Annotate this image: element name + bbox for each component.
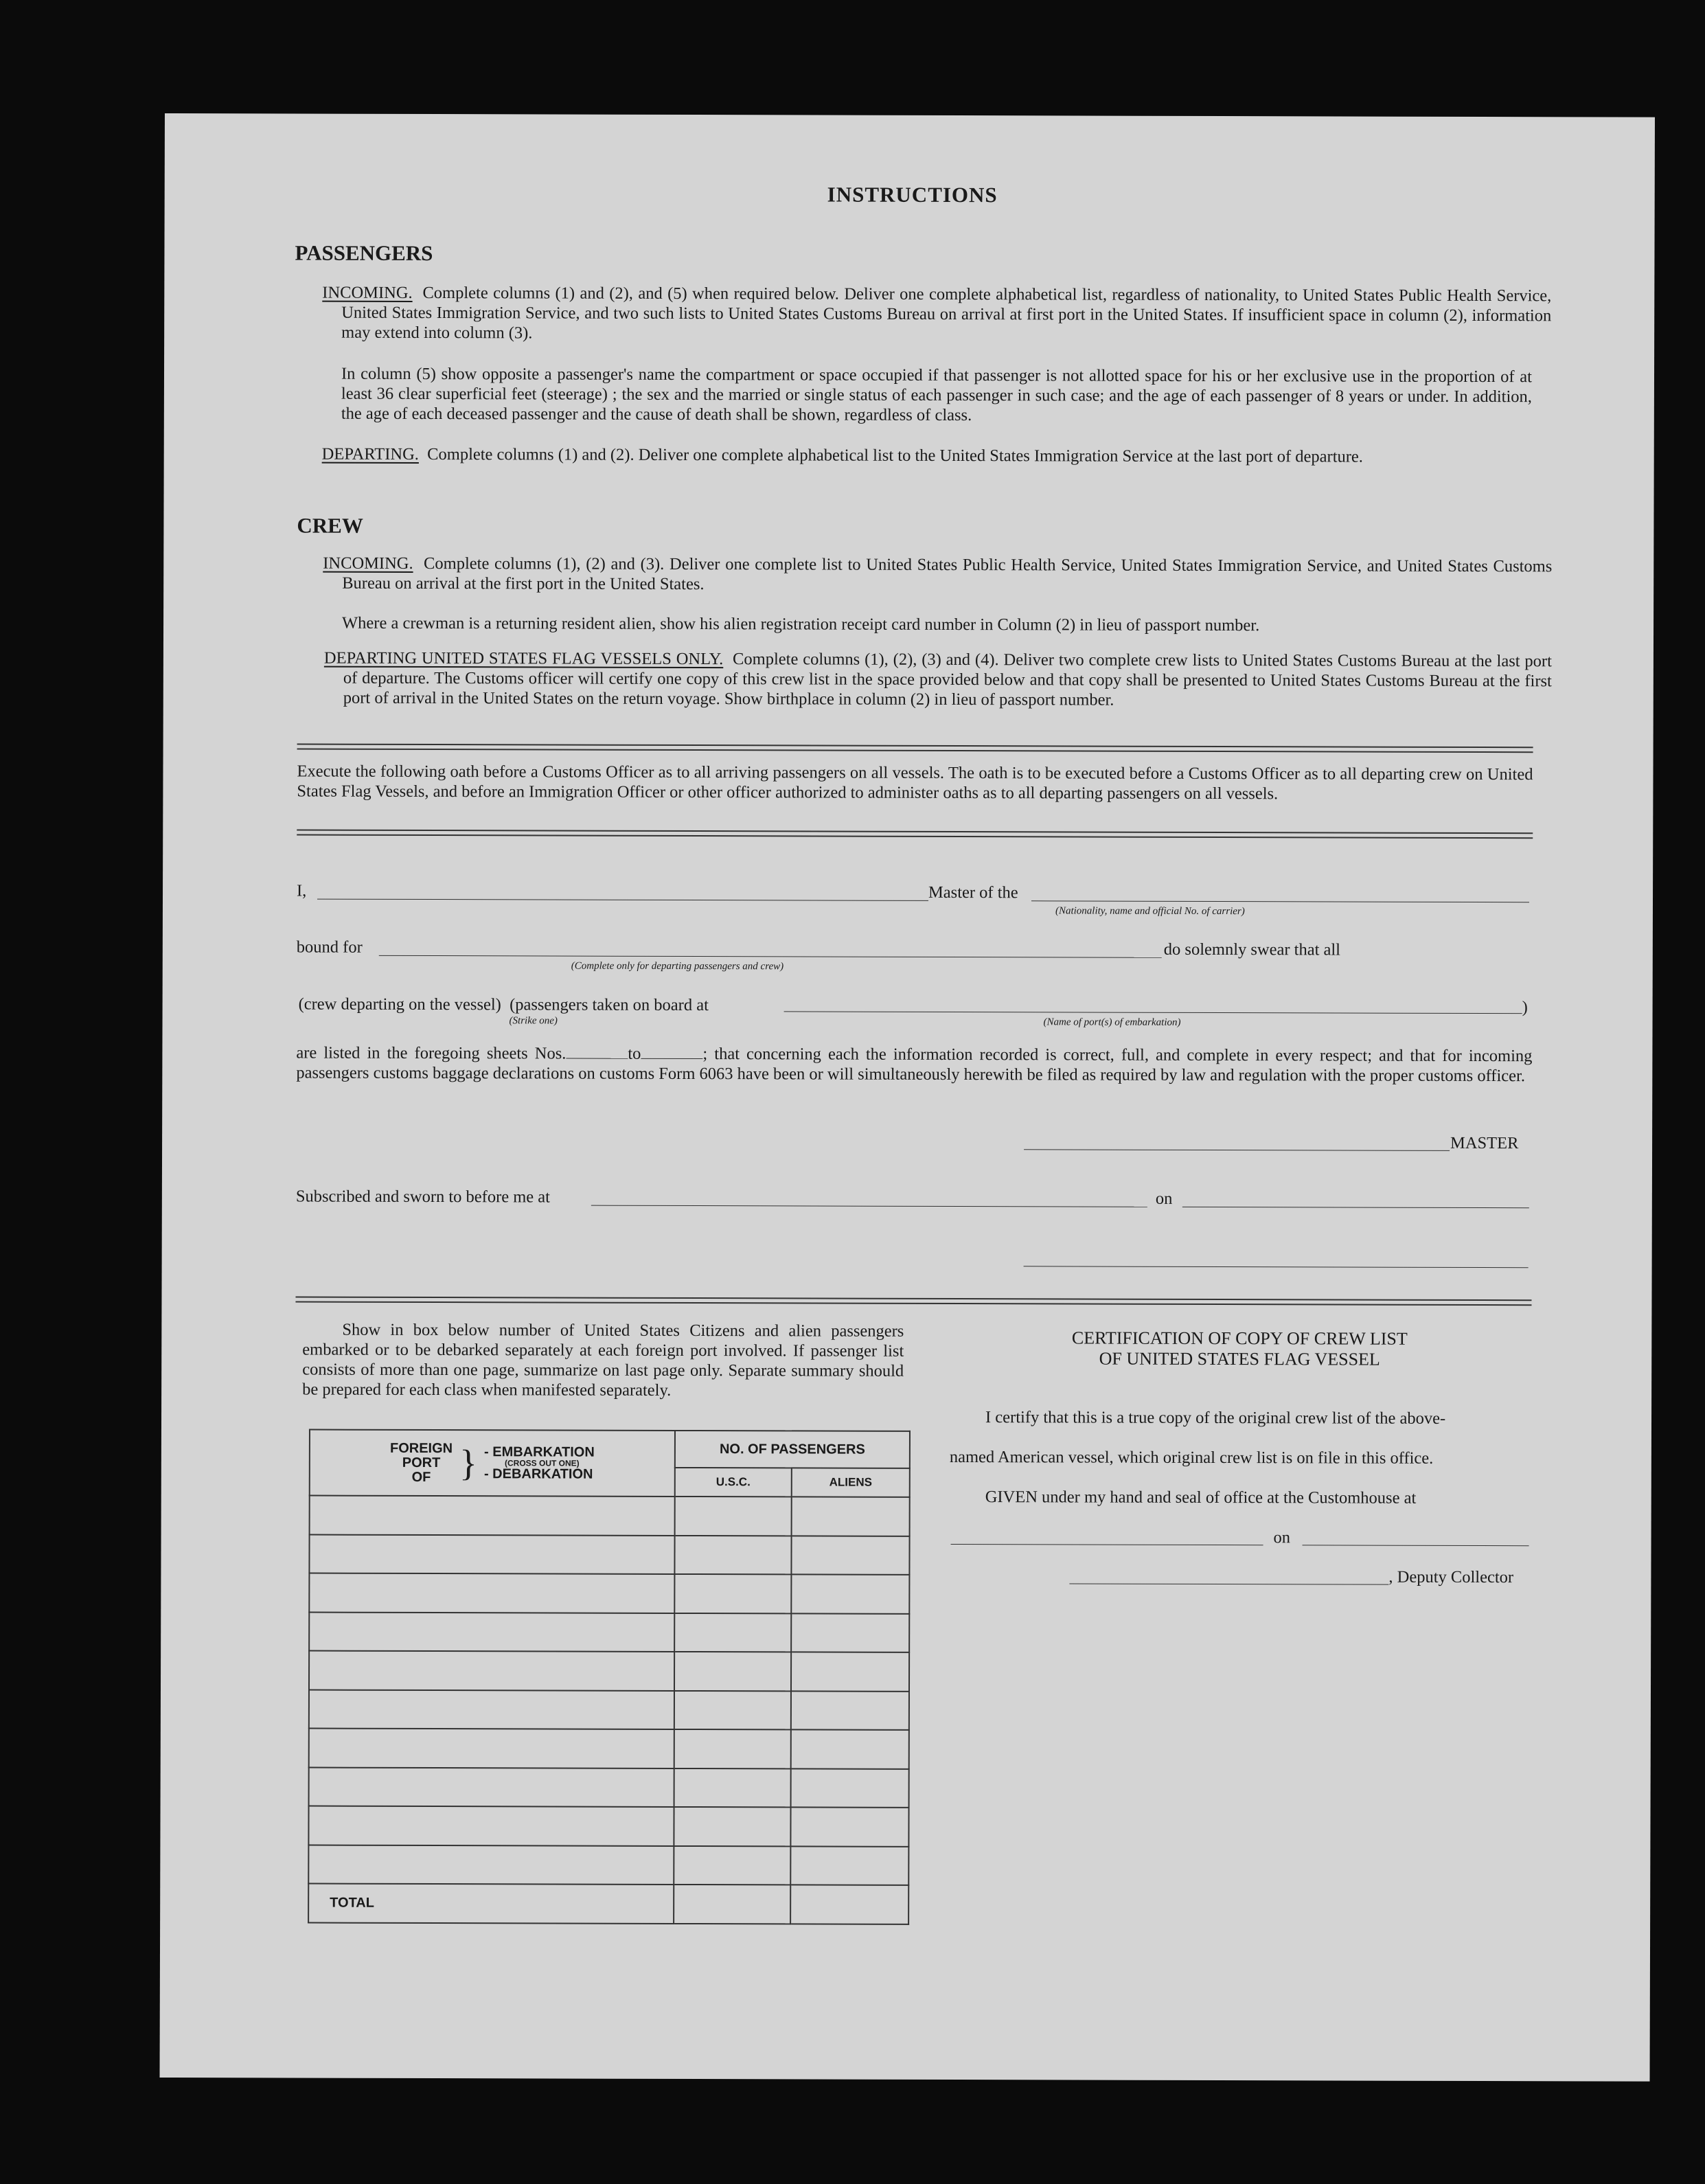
port-cell[interactable] bbox=[309, 1729, 674, 1768]
passengers-incoming-label: INCOMING. bbox=[322, 283, 413, 302]
swear-label: do solemnly swear that all bbox=[1163, 940, 1341, 959]
certify-line2: named American vessel, which original crew list is on file in this office. bbox=[949, 1447, 1434, 1468]
table-row bbox=[308, 1806, 908, 1847]
summary-text: Show in box below number of United States Citizens and alien passengers embarked or to be debarked separately at each foreign port involved. If passenger list consists of more than one page, summarize on last page only. Separate summary should be prepared for each class when manifested separately. bbox=[302, 1320, 904, 1400]
table-row bbox=[309, 1767, 909, 1808]
usc-cell[interactable] bbox=[674, 1613, 791, 1652]
embark-debark-header bbox=[484, 1445, 595, 1481]
crew-departing-text: Complete columns (1), (2), (3) and (4). Deliver two complete crew lists to United States Customs Bureau at the last port of departure. The Customs officer will certify one copy of this crew list in the space provided below and that copy shall be presented to United States Customs Bureau at the first port of arrival in the United States on the return voyage. Show birthplace in column (2) in lieu of passport number. bbox=[343, 650, 1552, 709]
passengers-departing-text: Complete columns (1) and (2). Deliver one complete alphabetical list to the United States Immigration Service at the last port of departure. bbox=[427, 445, 1363, 466]
aliens-cell[interactable] bbox=[791, 1691, 909, 1730]
sheet-from-field[interactable] bbox=[566, 1046, 628, 1059]
aliens-cell[interactable] bbox=[791, 1536, 909, 1575]
debarkation-option[interactable]: - DEBARKATION bbox=[483, 1466, 593, 1482]
listed-paragraph bbox=[296, 1043, 1532, 1087]
table-row bbox=[309, 1573, 909, 1614]
sheet-to-field[interactable] bbox=[641, 1046, 702, 1059]
usc-cell[interactable] bbox=[674, 1768, 791, 1807]
aliens-cell[interactable] bbox=[791, 1574, 909, 1613]
total-label: TOTAL bbox=[308, 1884, 674, 1924]
port-cell[interactable] bbox=[309, 1690, 674, 1729]
master-signature-field[interactable] bbox=[1024, 1149, 1450, 1151]
passengers-count-header: NO. OF PASSENGERS bbox=[675, 1431, 910, 1468]
usc-cell[interactable] bbox=[674, 1845, 790, 1885]
aliens-total-cell[interactable] bbox=[790, 1885, 908, 1924]
divider bbox=[297, 744, 1533, 753]
certify-line1: I certify that this is a true copy of the original crew list of the above- bbox=[985, 1408, 1446, 1428]
crew-incoming-label: INCOMING. bbox=[323, 554, 413, 573]
usc-header: U.S.C. bbox=[675, 1468, 792, 1497]
table-row bbox=[310, 1496, 910, 1536]
bound-for-caption: (Complete only for departing passengers and crew) bbox=[571, 960, 784, 972]
usc-cell[interactable] bbox=[675, 1497, 792, 1536]
ports-table bbox=[308, 1429, 911, 1925]
port-cell[interactable] bbox=[309, 1767, 674, 1807]
of-label: OF bbox=[411, 1469, 431, 1485]
deputy-collector-label: , Deputy Collector bbox=[1388, 1567, 1514, 1587]
close-paren: ) bbox=[1522, 998, 1528, 1017]
table-row bbox=[309, 1612, 909, 1652]
certification-heading-line2: OF UNITED STATES FLAG VESSEL bbox=[1099, 1348, 1380, 1369]
crew-departing-text: (crew departing on the vessel) bbox=[298, 994, 501, 1014]
total-row bbox=[308, 1884, 908, 1924]
usc-cell[interactable] bbox=[674, 1729, 791, 1768]
table-row bbox=[309, 1729, 909, 1769]
crew-resident-text: Where a crewman is a returning resident alien, show his alien registration receipt card number in Column (2) in lieu of passport number. bbox=[342, 613, 1260, 635]
crew-incoming-paragraph bbox=[323, 554, 1552, 597]
table-row bbox=[309, 1534, 909, 1575]
master-of-label: Master of the bbox=[928, 883, 1018, 902]
certification-on-label: on bbox=[1273, 1528, 1291, 1547]
embarkation-port-field[interactable] bbox=[784, 1011, 1522, 1014]
customhouse-field[interactable] bbox=[951, 1544, 1263, 1545]
passengers-departing-paragraph bbox=[322, 444, 1551, 468]
carrier-field[interactable] bbox=[1031, 900, 1529, 902]
port-cell[interactable] bbox=[309, 1573, 674, 1613]
port-cell[interactable] bbox=[309, 1651, 674, 1691]
subscribed-date-field[interactable] bbox=[1182, 1207, 1529, 1208]
bound-for-label: bound for bbox=[296, 937, 363, 957]
usc-cell[interactable] bbox=[674, 1690, 791, 1729]
aliens-cell[interactable] bbox=[791, 1768, 909, 1808]
divider bbox=[295, 1297, 1531, 1306]
form-page bbox=[160, 113, 1655, 2082]
divider bbox=[297, 830, 1533, 839]
oath-i-label: I, bbox=[297, 881, 307, 900]
port-cell[interactable] bbox=[308, 1845, 674, 1885]
bound-for-field[interactable] bbox=[379, 955, 1162, 958]
crew-heading: CREW bbox=[297, 513, 363, 538]
port-cell[interactable] bbox=[309, 1612, 674, 1652]
oath-intro: Execute the following oath before a Customs Officer as to all arriving passengers on all vessels. The oath is to be executed before a Customs Officer as to all departing crew on United States Flag Vessels, and before an Immigration Officer or other officer authorized to administer oaths as to all departing passengers on all vessels. bbox=[297, 762, 1533, 804]
port-label: PORT bbox=[402, 1455, 441, 1470]
subscribed-label: Subscribed and sworn to before me at bbox=[295, 1187, 551, 1207]
certification-date-field[interactable] bbox=[1303, 1545, 1529, 1546]
aliens-cell[interactable] bbox=[791, 1652, 909, 1691]
aliens-cell[interactable] bbox=[790, 1807, 908, 1846]
usc-total-cell[interactable] bbox=[674, 1885, 790, 1924]
aliens-cell[interactable] bbox=[791, 1613, 909, 1652]
strike-one-caption: (Strike one) bbox=[509, 1015, 558, 1027]
aliens-cell[interactable] bbox=[791, 1729, 909, 1768]
port-cell[interactable] bbox=[308, 1806, 674, 1846]
certification-heading bbox=[951, 1328, 1528, 1370]
table-row bbox=[308, 1845, 908, 1885]
port-cell[interactable] bbox=[309, 1534, 674, 1574]
deputy-signature-field[interactable] bbox=[1069, 1583, 1388, 1584]
officer-signature-field[interactable] bbox=[1024, 1266, 1529, 1268]
foreign-port-header bbox=[390, 1441, 453, 1484]
certification-heading-line1: CERTIFICATION OF COPY OF CREW LIST bbox=[1071, 1328, 1408, 1349]
aliens-cell[interactable] bbox=[792, 1497, 910, 1536]
to-label: to bbox=[628, 1044, 641, 1063]
passengers-incoming-paragraph bbox=[322, 283, 1551, 346]
listed-start: are listed in the foregoing sheets Nos. bbox=[296, 1043, 567, 1063]
crew-departing-paragraph bbox=[324, 648, 1552, 712]
ports-header-cell bbox=[310, 1430, 675, 1497]
aliens-cell[interactable] bbox=[790, 1846, 908, 1885]
port-caption: (Name of port(s) of embarkation) bbox=[1043, 1016, 1181, 1028]
carrier-caption: (Nationality, name and official No. of carrier) bbox=[1055, 905, 1245, 918]
master-label: MASTER bbox=[1450, 1133, 1519, 1153]
given-text: GIVEN under my hand and seal of office at the Customhouse at bbox=[985, 1488, 1417, 1508]
passengers-taken-text: (passengers taken on board at bbox=[510, 995, 709, 1015]
passengers-column5-text: In column (5) show opposite a passenger's name the compartment or space occupied if that passenger is not allotted space for his or her exclusive use in the proportion of at least 36 clear superficial feet (steerage) ; the sex and the married or single status of each passenger in such case; and the age of each passenger of 8 years or under. In addition, the age of each deceased passenger and the cause of death shall be shown, regardless of class. bbox=[341, 364, 1533, 425]
page-title: INSTRUCTIONS bbox=[827, 182, 998, 207]
passengers-incoming-text: Complete columns (1) and (2), and (5) when required below. Deliver one complete alphabetical list, regardless of nationality, to United States Public Health Service, United States Immigration Service, and two such lists to United States Customs Bureau on arrival at first port in the United States. If insufficient space in column (2), information may extend into column (3). bbox=[341, 283, 1552, 343]
crew-departing-label: DEPARTING UNITED STATES FLAG VESSELS ONLY. bbox=[323, 648, 724, 669]
table-row bbox=[309, 1651, 909, 1692]
subscribed-on-label: on bbox=[1155, 1189, 1173, 1208]
port-cell[interactable] bbox=[310, 1496, 675, 1536]
cross-out-note: (CROSS OUT ONE) bbox=[504, 1458, 580, 1468]
listed-rest: ; that concerning each the information recorded is correct, full, and complete in every respect; and that for incoming passengers customs baggage declarations on customs Form 6063 have been or will simultaneously herewith be filed as required by law and regulation with the proper customs officer. bbox=[296, 1045, 1533, 1086]
usc-cell[interactable] bbox=[674, 1535, 791, 1574]
embarkation-option[interactable]: - EMBARKATION bbox=[484, 1444, 595, 1460]
usc-cell[interactable] bbox=[674, 1574, 791, 1613]
brace-icon: } bbox=[459, 1442, 478, 1484]
table-row bbox=[309, 1690, 909, 1730]
usc-cell[interactable] bbox=[674, 1807, 790, 1846]
crew-incoming-text: Complete columns (1), (2) and (3). Deliver one complete list to United States Public Health Service, United States Immigration Service, and United States Customs Bureau on arrival at the first port in the United States. bbox=[342, 554, 1553, 594]
passengers-departing-label: DEPARTING. bbox=[321, 444, 419, 464]
subscribed-place-field[interactable] bbox=[591, 1205, 1147, 1207]
usc-cell[interactable] bbox=[674, 1652, 791, 1691]
aliens-header: ALIENS bbox=[792, 1468, 910, 1497]
passengers-heading: PASSENGERS bbox=[295, 240, 433, 266]
crew-departing-option[interactable] bbox=[299, 995, 709, 1016]
foreign-label: FOREIGN bbox=[389, 1440, 453, 1456]
master-name-field[interactable] bbox=[317, 899, 928, 901]
